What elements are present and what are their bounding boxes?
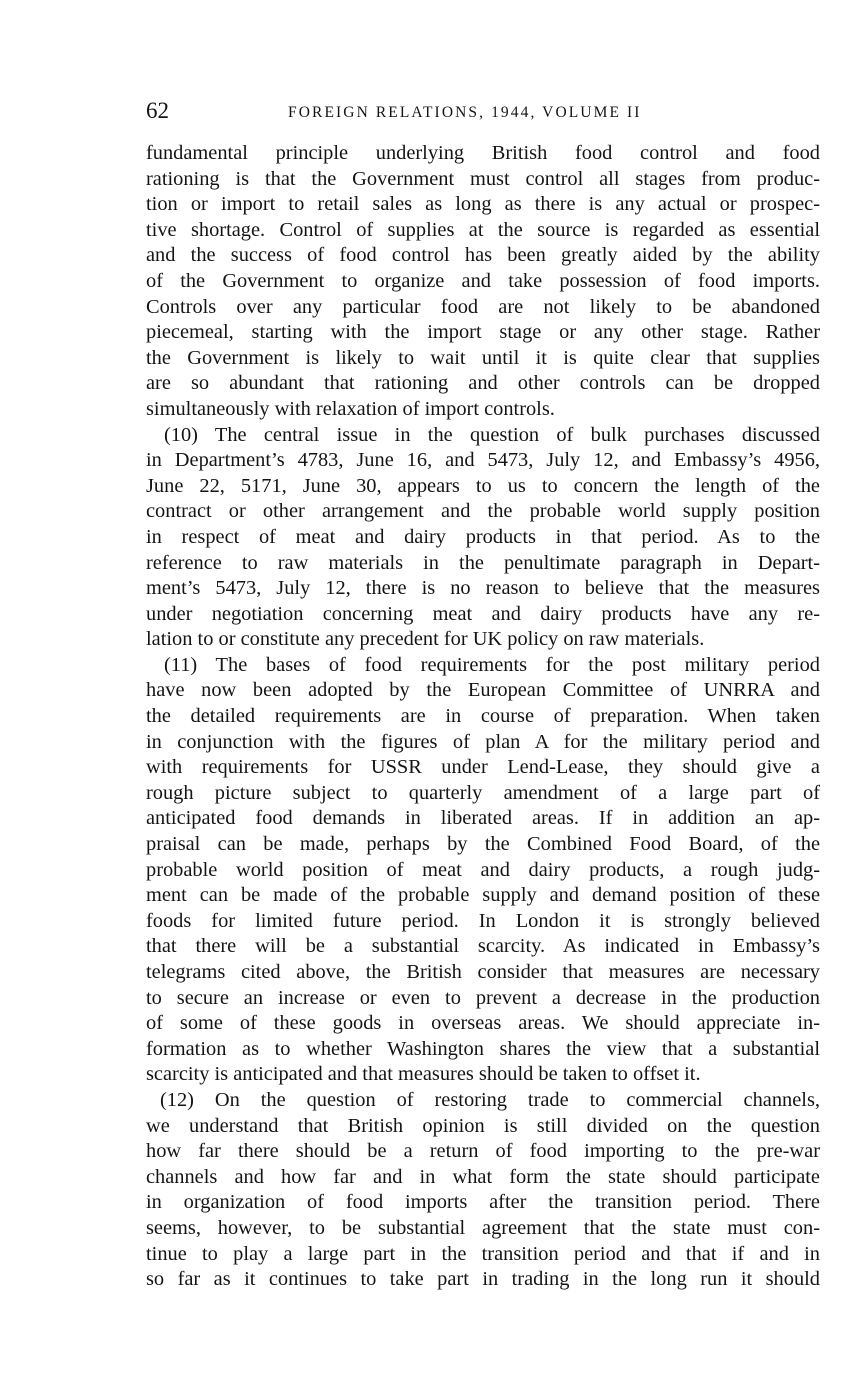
text-line: have now been adopted by the European Committee of UNRRA and: [146, 679, 820, 702]
paragraph: [146, 1088, 820, 1293]
text-line: ment can be made of the probable supply and demand position of these: [146, 884, 820, 907]
running-head: FOREIGN RELATIONS, 1944, VOLUME II: [288, 104, 642, 121]
text-line: anticipated food demands in liberated areas. If in addition an ap-: [146, 807, 820, 830]
page-number: 62: [146, 98, 169, 123]
text-line: scarcity is anticipated and that measures should be taken to offset it.: [146, 1063, 701, 1086]
text-line: (11) The bases of food requirements for the post military period: [164, 653, 820, 676]
text-line: so far as it continues to take part in trading in the long run it should: [146, 1268, 820, 1291]
text-line: foods for limited future period. In London it is strongly believed: [146, 909, 820, 932]
page-header: [146, 96, 820, 126]
text-line: in conjunction with the figures of plan A for the military period and: [146, 730, 820, 753]
text-line: reference to raw materials in the penultimate paragraph in Depart-: [146, 551, 820, 574]
text-line: rough picture subject to quarterly amendment of a large part of: [146, 781, 820, 804]
text-line: how far there should be a return of food importing to the pre-war: [146, 1140, 820, 1163]
body-text: [146, 141, 820, 1293]
text-line: June 22, 5171, June 30, appears to us to concern the length of the: [146, 474, 820, 497]
text-line: we understand that British opinion is still divided on the question: [146, 1114, 820, 1137]
text-line: to secure an increase or even to prevent a decrease in the production: [146, 986, 820, 1009]
text-line: tion or import to retail sales as long as there is any actual or prospec-: [146, 193, 820, 216]
text-line: the detailed requirements are in course of preparation. When taken: [146, 705, 820, 728]
text-line: rationing is that the Government must control all stages from produc-: [146, 167, 820, 190]
text-line: in respect of meat and dairy products in that period. As to the: [146, 525, 820, 548]
text-line: tive shortage. Control of supplies at the source is regarded as essential: [146, 218, 820, 241]
text-line: with requirements for USSR under Lend-Lease, they should give a: [146, 756, 820, 779]
text-line: under negotiation concerning meat and dairy products have any re-: [146, 602, 820, 625]
text-line: fundamental principle underlying British food control and food: [146, 142, 820, 164]
text-line: (10) The central issue in the question of bulk purchases discussed: [164, 423, 820, 446]
text-line: piecemeal, starting with the import stage or any other stage. Rather: [146, 321, 820, 344]
text-line: simultaneously with relaxation of import controls.: [146, 397, 555, 420]
text-line: probable world position of meat and dairy products, a rough judg-: [146, 858, 820, 881]
paragraph: [146, 423, 820, 653]
text-line: telegrams cited above, the British consider that measures are necessary: [146, 961, 820, 983]
text-line: lation to or constitute any precedent for UK policy on raw materials.: [146, 628, 705, 651]
paragraph: [146, 653, 820, 1088]
text-line: in organization of food imports after the transition period. There: [146, 1191, 820, 1214]
text-line: in Department’s 4783, June 16, and 5473, July 12, and Embassy’s 4956,: [146, 449, 820, 472]
text-line: channels and how far and in what form the state should participate: [146, 1165, 820, 1188]
text-line: that there will be a substantial scarcity. As indicated in Embassy’s: [146, 935, 820, 958]
text-line: formation as to whether Washington shares the view that a substantial: [146, 1037, 820, 1060]
text-line: are so abundant that rationing and other controls can be dropped: [146, 372, 820, 395]
text-line: the Government is likely to wait until it is quite clear that supplies: [146, 346, 820, 369]
text-line: of some of these goods in overseas areas. We should appreciate in-: [146, 1012, 820, 1035]
text-line: contract or other arrangement and the probable world supply position: [146, 500, 820, 523]
text-line: Controls over any particular food are not likely to be abandoned: [146, 295, 820, 318]
text-line: of the Government to organize and take possession of food imports.: [146, 269, 820, 292]
paragraph: [146, 141, 820, 423]
text-line: ment’s 5473, July 12, there is no reason to believe that the measures: [146, 577, 820, 600]
text-line: and the success of food control has been greatly aided by the ability: [146, 244, 820, 267]
text-line: seems, however, to be substantial agreement that the state must con-: [146, 1216, 820, 1239]
text-line: praisal can be made, perhaps by the Combined Food Board, of the: [146, 833, 820, 856]
text-line: tinue to play a large part in the transition period and that if and in: [146, 1242, 820, 1265]
text-line: (12) On the question of restoring trade to commercial channels,: [160, 1088, 820, 1111]
